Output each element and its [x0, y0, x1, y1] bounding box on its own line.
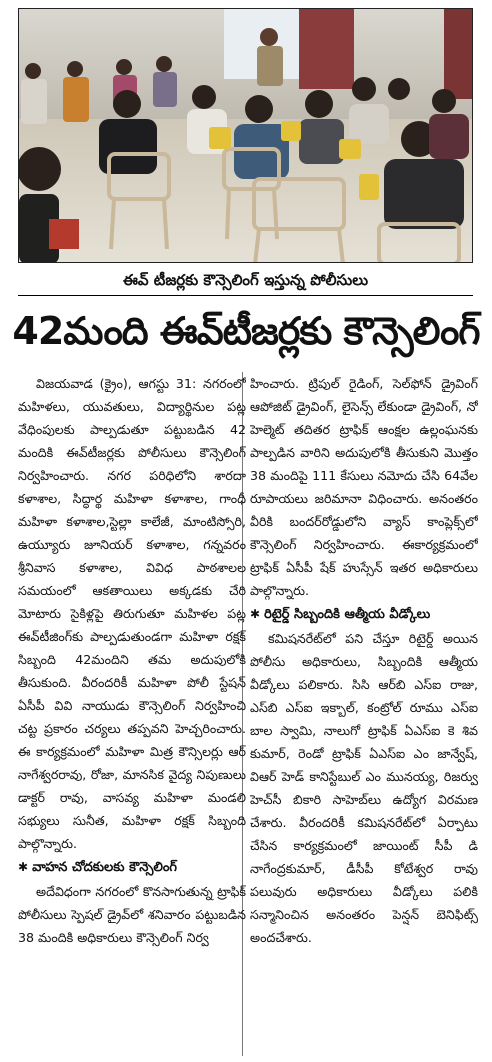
star-icon: ✱	[250, 607, 261, 621]
subheading	[18, 855, 246, 880]
article-paragraph: హించారు. ట్రిపుల్ రైడింగ్, సెల్‌ఫోన్ డ్రైవింగ్ ఆపోజిట్ డ్రైవింగ్, లైసెన్స్ లేకుండా డ్రైవింగ్, నో హెల్మెట్ తదితర ట్రాఫిక్ ఆంక్షల ఉల్లంఘనకు పాల్పడిన వారిని అదుపులోకి తీసుకుని మొత్తం 38 మందిపై 111 కేసులు నమోదు చేసి 64వేల రూపాయలు జరిమానా విధించారు. అనంతరం వీరికి బందర్‌రోడ్డులోని వ్యాస్ కాంప్లెక్స్‌లో కౌన్సెలింగ్ నిర్వహించారు. ఈకార్యక్రమంలో ట్రాఫిక్ ఏసీపీ షేక్ హుస్సేన్ ఇతర అధికారులు పాల్గొన్నారు.	[250, 376, 478, 598]
article-paragraph: కమిషనరేట్‌లో పని చేస్తూ రిటైర్డ్ అయిన పోలీసు అధికారులు, సిబ్బందికి ఆత్మీయ వీడ్కోలు పలికారు. సిసి ఆర్‌బి ఎస్‌ఐ రాజు, ఎస్‌బి ఎస్‌ఐ ఇక్బాల్, కంట్రోల్ రూము ఎస్‌ఐ బాల స్వామి, నాలుగో ట్రాఫిక్ ఏఎస్‌ఐ కె శివ కుమార్, రెండో ట్రాఫిక్ ఏఎస్‌ఐ ఎం జాన్వేష్, విఆర్ హెడ్ కానిస్టేబుల్ ఎం మునయ్య, రిజర్వు హెచ్‌సీ బికారి సాహెబ్‌లు ఉద్యోగ విరమణ చేశారు. వీరందరికీ కమిషనరేట్‌లో ఏర్పాటు చేసిన కార్యక్రమంలో జాయింట్ సీపీ డి నాగేంద్రకుమార్, డీసీపీ కోటేశ్వర రావు పలువురు అధికారులు వీడ్కోలు పలికి సన్మానించిన అనంతరం పెన్షన్ బెనిఫిట్స్ అందచేశారు.	[250, 631, 478, 945]
subheading-text: వాహన చోదకులకు కౌన్సెలింగ్	[32, 860, 178, 875]
article-paragraph: అదేవిధంగా నగరంలో కొనసాగుతున్న ట్రాఫిక్ పోలీసులు స్పెషల్ డ్రైవ్‌లో శనివారం పట్టుబడిన 38 మందికి అధికారులు కౌన్సెలింగ్ నిర్వ	[18, 884, 246, 945]
star-icon: ✱	[18, 860, 29, 874]
article-column-right	[250, 372, 478, 1058]
news-photo	[18, 8, 473, 263]
photo-illustration	[19, 9, 473, 263]
article-column-left	[18, 372, 246, 1058]
caption-rule	[18, 295, 473, 296]
headline: 42మంది ఈవ్‌టీజర్లకు కౌన్సెలింగ్	[12, 309, 480, 353]
photo-caption: ఈవ్ టీజర్లకు కౌన్సెలింగ్ ఇస్తున్న పోలీసులు	[122, 271, 369, 289]
article-paragraph: విజయవాడ (క్రైం), ఆగస్టు 31: నగరంలో మహిళలు, యువతులు, విద్యార్థినుల పట్ల వేధింపులకు పాల్పడుతూ పట్టుబడిన 42 మందికి ఈవ్‌టీజర్లకు పోలీసులు కౌన్సెలింగ్ నిర్వహించారు. నగర పరిధిలోని శారదా కళాశాల, సిద్ధార్థ మహిళా కళాశాల, గాంధీ మహిళా కళాశాల,స్టెల్లా కాలేజీ, మాంటిస్సోరి, ఉయ్యూరు జూనియర్ కళాశాల, గన్నవరం శ్రీనివాస కళాశాల, వివిధ పాఠశాలల సమయంలో ఆకతాయిలు అక్కడకు చేరి మోటారు సైకిళ్లపై తిరుగుతూ మహిళల పట్ల ఈవ్‌టీజింగ్‌కు పాల్పడుతుండగా మహిళా రక్షక్ సిబ్బంది 42మందిని తమ అదుపులోకి తీసుకుంది. వీరందరికీ మహిళా పోలీ స్టేషన్ ఏసీపీ వివి నాయుడు కౌన్సెలింగ్ నిర్వహించి చట్ట ప్రకారం చర్యలు తప్పవని హెచ్చరించారు. ఈ కార్యక్రమంలో మహిళా మిత్ర కౌన్సిలర్లు ఆర్ నాగేశ్వరరావు, రోజా, మానసిక వైద్య నిపుణులు డాక్టర్ రావు, వాసవ్య మహిళా మండలి సభ్యులు సునీత, మహిళా రక్షక్ సిబ్బంది పాల్గొన్నారు.	[18, 376, 246, 851]
subheading	[250, 602, 478, 627]
subheading-text: రిటైర్డ్ సిబ్బందికి ఆత్మీయ వీడ్కోలు	[264, 607, 431, 622]
